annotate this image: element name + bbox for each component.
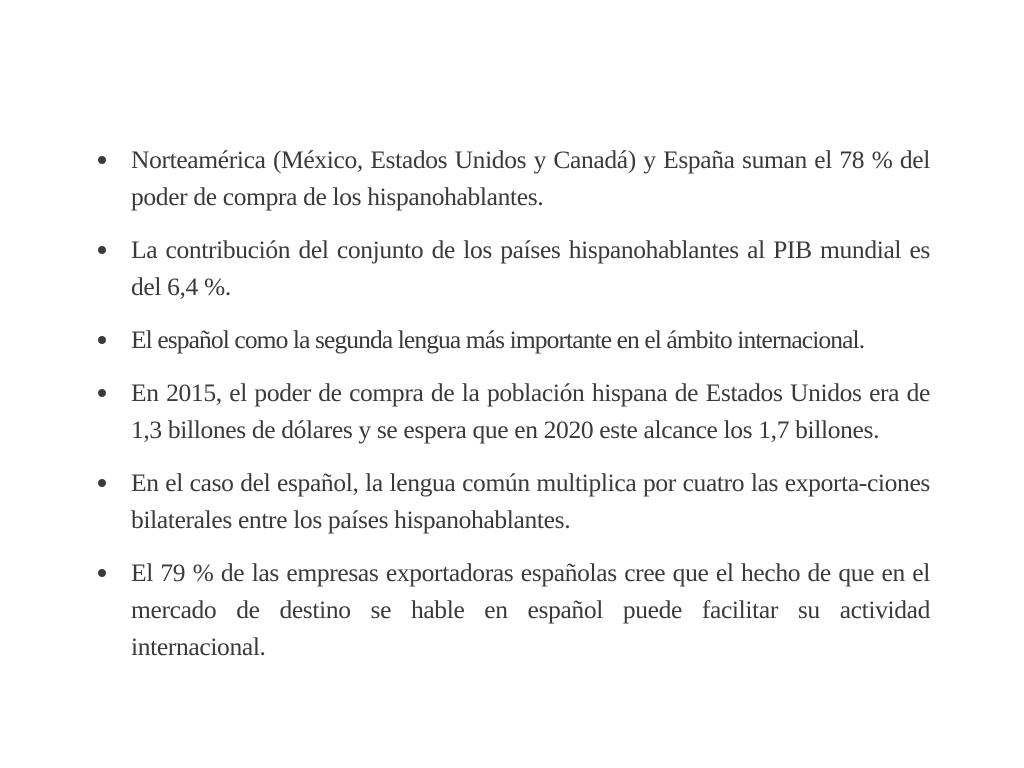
list-item xyxy=(96,554,930,665)
list-item-text: El español como la segunda lengua más importante en el ámbito internacional. xyxy=(131,325,865,354)
bullet-icon xyxy=(98,336,106,344)
list-item xyxy=(96,231,930,305)
list-item xyxy=(96,374,930,448)
list-item-text: En el caso del español, la lengua común multiplica por cuatro las exporta-ciones bilaterales entre los países hispanohablantes. xyxy=(131,468,930,534)
bullet-icon xyxy=(98,479,106,487)
list-item-text: El 79 % de las empresas exportadoras españolas cree que el hecho de que en el mercado de destino se hable en español puede facilitar su actividad internacional. xyxy=(131,558,930,661)
list-item xyxy=(96,464,930,538)
bullet-icon xyxy=(98,156,106,164)
bullet-icon xyxy=(98,389,106,397)
list-item xyxy=(96,321,930,358)
list-item xyxy=(96,141,930,215)
bullet-icon xyxy=(98,569,106,577)
bullet-icon xyxy=(98,246,106,254)
list-item-text: Norteamérica (México, Estados Unidos y Canadá) y España suman el 78 % del poder de compra de los hispanohablantes. xyxy=(131,145,930,211)
bullet-list xyxy=(96,141,930,681)
list-item-text: La contribución del conjunto de los países hispanohablantes al PIB mundial es del 6,4 %. xyxy=(131,235,930,301)
list-item-text: En 2015, el poder de compra de la población hispana de Estados Unidos era de 1,3 billones de dólares y se espera que en 2020 este alcance los 1,7 billones. xyxy=(131,378,930,444)
